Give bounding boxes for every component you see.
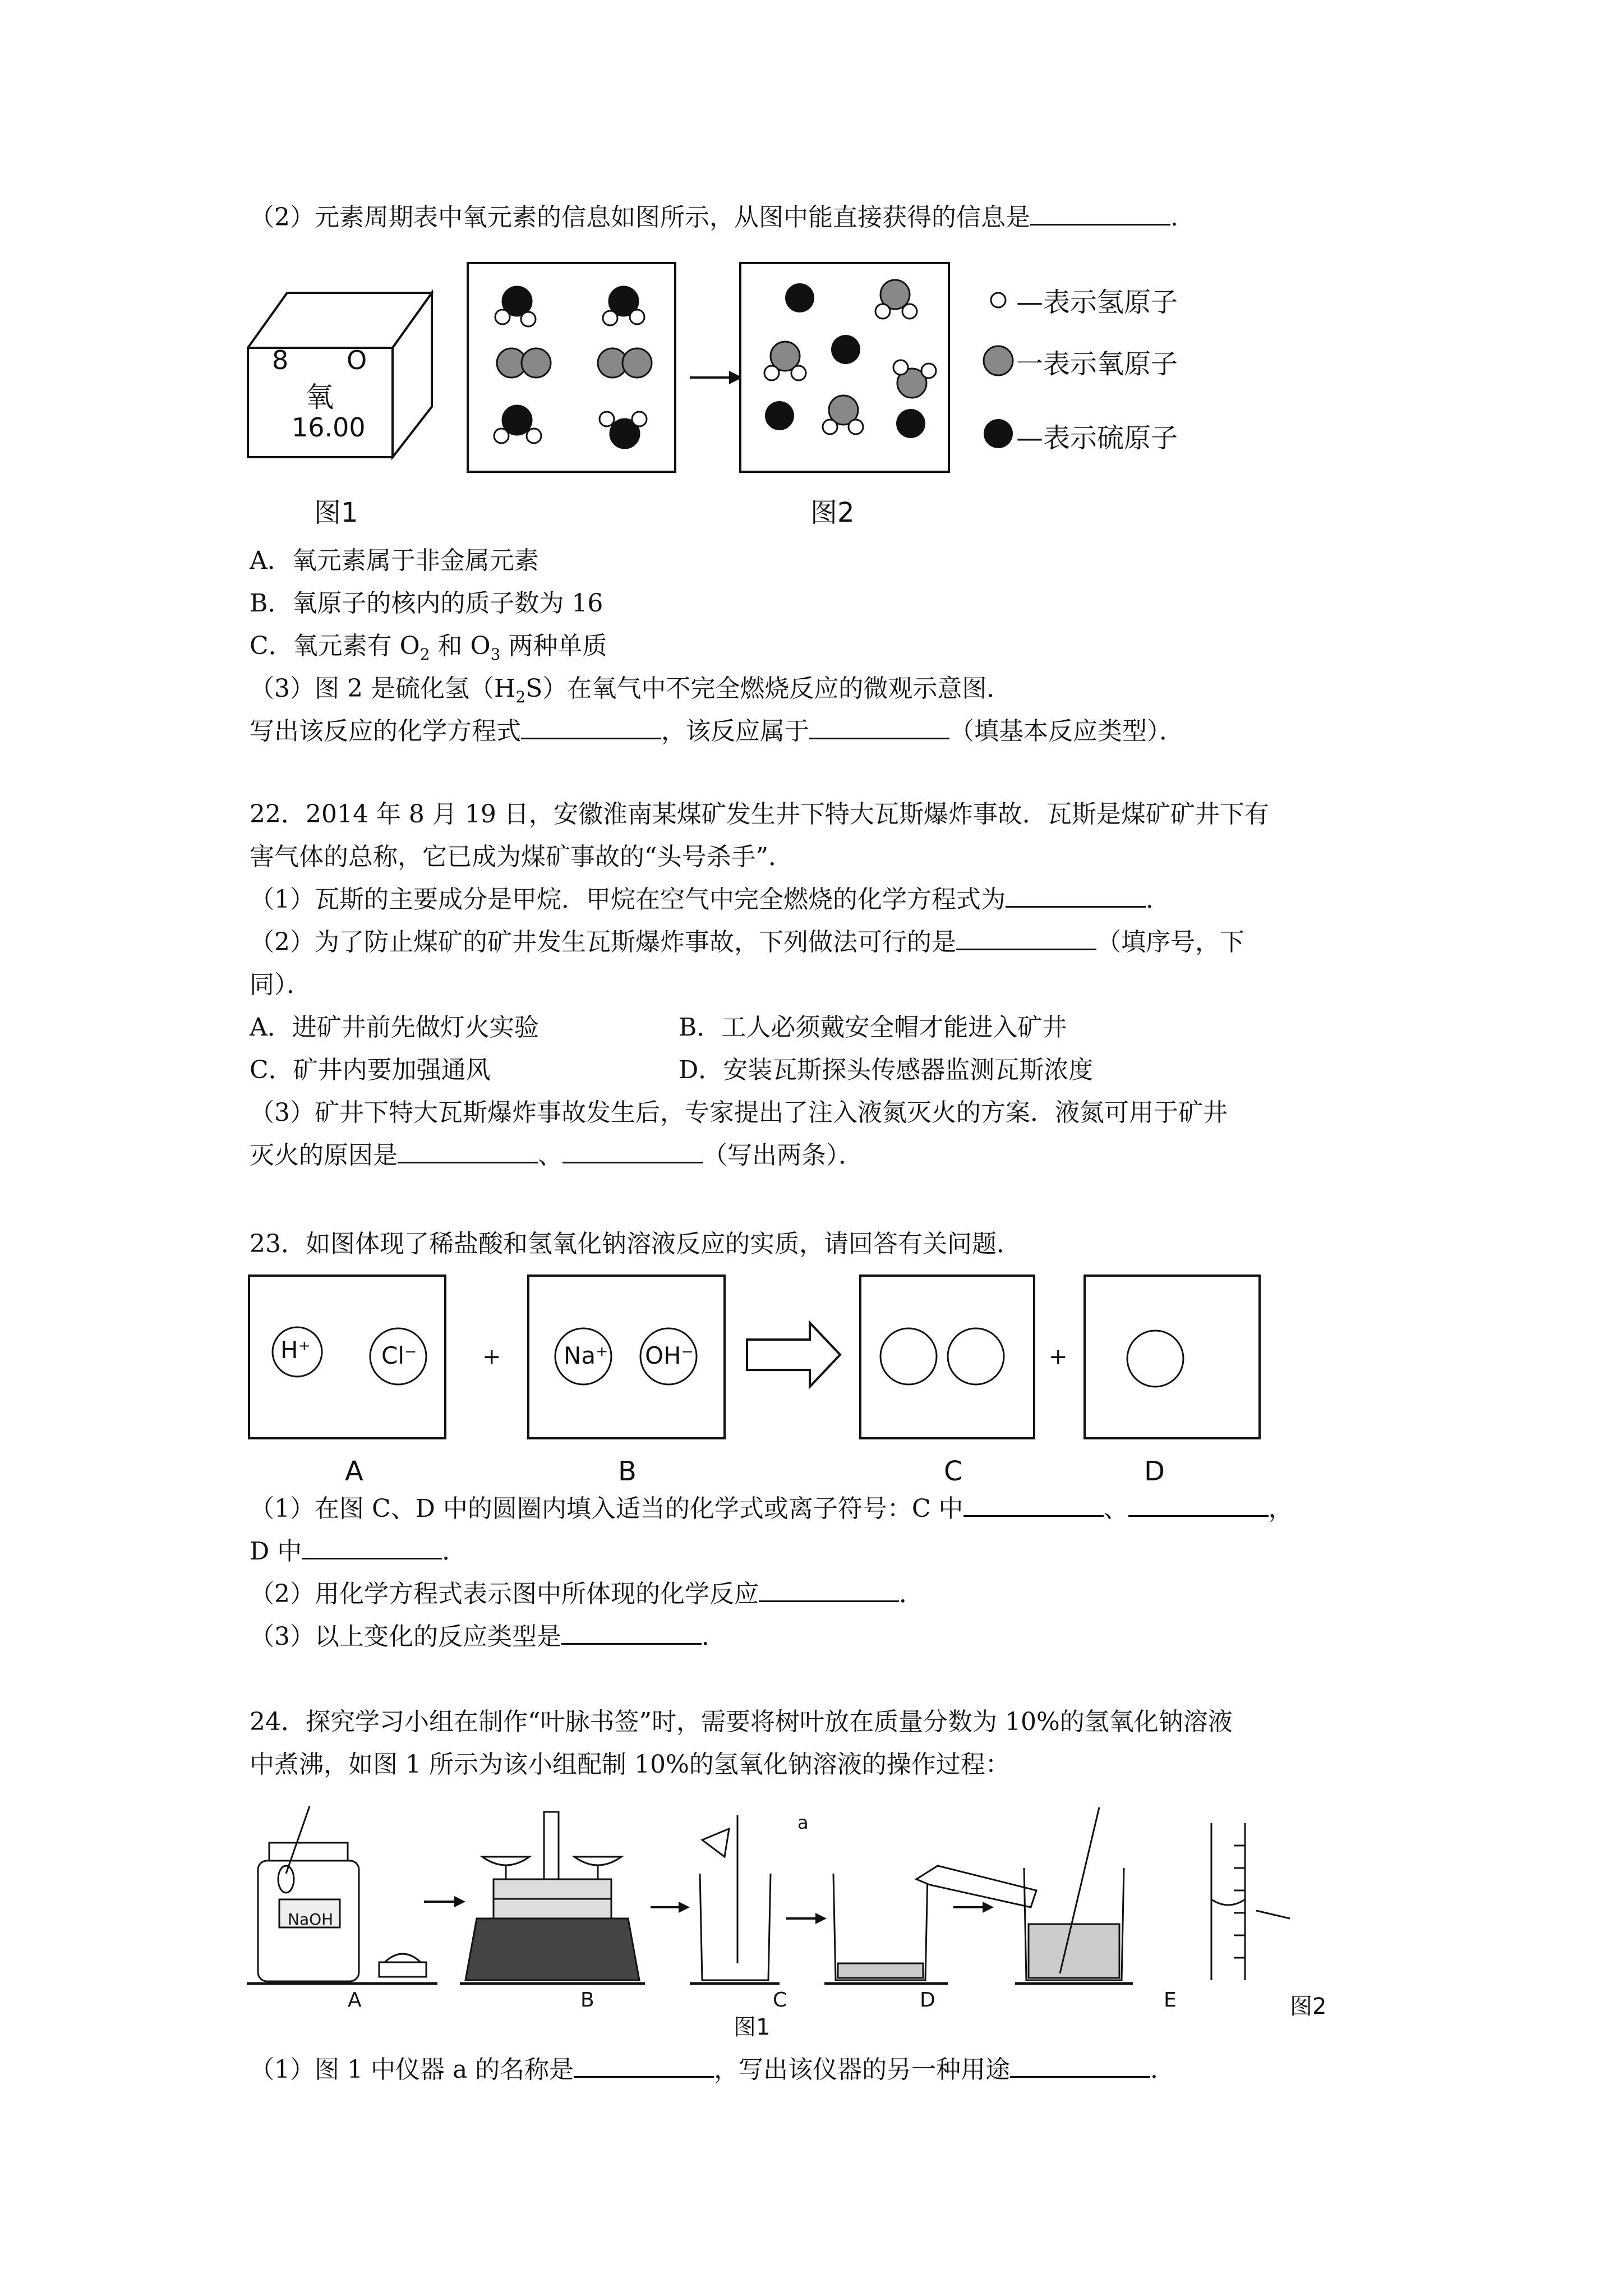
q21-fig2-label: 图2 xyxy=(810,497,855,528)
ion-na: Na⁺ xyxy=(564,1342,608,1369)
q22-part1: （1）瓦斯的主要成分是甲烷．甲烷在空气中完全燃烧的化学方程式为 ． xyxy=(250,883,1170,917)
q22-part3: （3）矿井下特大瓦斯爆炸事故发生后，专家提出了注入液氮灭火的方案．液氮可用于矿井 xyxy=(250,1098,1228,1127)
bottle-label: NaOH xyxy=(288,1910,334,1929)
q22-part2: （2）为了防止煤矿的矿井发生瓦斯爆炸事故，下列做法可行的是 （填序号，下 xyxy=(250,926,1244,959)
q24-part1: （1）图 1 中仪器 a 的名称是 ，写出该仪器的另一种用途 ． xyxy=(250,2053,1175,2087)
sulfur-atom xyxy=(896,409,925,438)
fig-label-d: D xyxy=(1144,1456,1165,1487)
sulfur-atom xyxy=(765,401,794,430)
q24-stem-line2: 中煮沸，如图 1 所示为该小组配制 10%的氢氧化钠溶液的操作过程： xyxy=(250,1750,1010,1779)
q23-c-blank2[interactable] xyxy=(1128,1493,1269,1517)
q23-stem: 23．如图体现了稀盐酸和氢氧化钠溶液反应的实质，请回答有关问题． xyxy=(250,1230,1021,1258)
q22-reason1-blank[interactable] xyxy=(398,1139,538,1163)
q24-fig2-label: 图2 xyxy=(1290,1994,1327,2019)
legend-oxygen: 一表示氧原子 xyxy=(1016,348,1178,380)
q22-option-d: D．安装瓦斯探头传感器监测瓦斯浓度 xyxy=(679,1056,1094,1084)
q22-choice-blank[interactable] xyxy=(956,926,1096,950)
legend-hydrogen-marker xyxy=(991,293,1006,307)
q24-name-blank[interactable] xyxy=(574,2054,714,2078)
element-atomic-number: 8 xyxy=(272,345,289,375)
q21-part2-line: （2）元素周期表中氧元素的信息如图所示，从图中能直接获得的信息是 . xyxy=(250,201,1178,234)
fig-label-c: C xyxy=(944,1456,963,1487)
q22-equation-blank[interactable] xyxy=(1006,884,1146,908)
legend-sulfur-marker xyxy=(984,419,1013,448)
q21-reaction-type-blank[interactable] xyxy=(809,715,949,739)
q22-option-a: A．进矿井前先做灯火实验 xyxy=(250,1013,539,1042)
legend-oxygen-marker xyxy=(984,346,1013,375)
q21-equation-blank[interactable] xyxy=(521,715,661,739)
step-label-c: C xyxy=(773,1989,787,2012)
q23-equation-blank[interactable] xyxy=(759,1578,899,1602)
sulfur-atom xyxy=(785,283,814,312)
block-arrow xyxy=(747,1323,840,1387)
sulfur-atom xyxy=(831,335,860,364)
q21-part3-line2: 写出该反应的化学方程式 ，该反应属于 （填基本反应类型）． xyxy=(250,715,1184,748)
beaker-d xyxy=(833,1866,1036,1980)
q24-use-blank[interactable] xyxy=(1010,2054,1150,2078)
reagent-bottle xyxy=(258,1806,426,1981)
q23-part1-line2: D 中 ． xyxy=(250,1535,467,1568)
q22-stem-line2: 害气体的总称，它已成为煤矿事故的“头号杀手”． xyxy=(250,843,793,871)
q23-part1: （1）在图 C、D 中的圆圈内填入适当的化学式或离子符号：C 中 、 ， xyxy=(250,1492,1293,1526)
q21-part2-text: （2）元素周期表中氧元素的信息如图所示，从图中能直接获得的信息是 xyxy=(250,203,1030,232)
q22-option-c: C．矿井内要加强通风 xyxy=(250,1056,491,1084)
q23-d-blank[interactable] xyxy=(302,1535,442,1559)
q22-part3-line2: 灭火的原因是 、 （写出两条）． xyxy=(250,1139,863,1172)
q24-stem-line1: 24．探究学习小组在制作“叶脉书签”时，需要将树叶放在质量分数为 10%的氢氧化钠溶液 xyxy=(250,1708,1233,1736)
element-mass: 16.00 xyxy=(292,412,366,443)
q22-stem-line1: 22．2014 年 8 月 19 日，安徽淮南某煤矿发生井下特大瓦斯爆炸事故．瓦斯是煤矿矿井下有 xyxy=(250,800,1269,829)
ion-oh: OH⁻ xyxy=(645,1342,694,1369)
plus-sign-2: + xyxy=(1049,1344,1068,1370)
element-name: 氧 xyxy=(306,381,334,413)
ion-cl: Cl⁻ xyxy=(381,1342,417,1369)
step-label-e: E xyxy=(1164,1989,1177,2012)
step-label-a: A xyxy=(348,1989,362,2012)
q21-part3-line1: （3）图 2 是硫化氢$(H_2S)$在氧气中不完全燃烧反应的微观示意图． xyxy=(250,674,1012,706)
q22-option-b: B．工人必须戴安全帽才能进入矿井 xyxy=(679,1013,1067,1042)
solution-prep-figure xyxy=(247,1795,1391,2019)
q21-option-b: B．氧原子的核内的质子数为 16 xyxy=(250,589,603,618)
q23-part3: （3）以上变化的反应类型是 ． xyxy=(250,1620,726,1654)
beaker-c xyxy=(700,1815,771,1980)
step-label-d: D xyxy=(920,1989,935,2012)
cylinder-reading xyxy=(1211,1823,1290,1980)
instrument-a-label: a xyxy=(797,1812,809,1833)
ion-h: H⁺ xyxy=(280,1336,311,1364)
legend-sulfur: —表示硫原子 xyxy=(1016,422,1178,454)
fig-label-b: B xyxy=(618,1456,637,1487)
q22-part2-line2: 同）． xyxy=(250,970,311,999)
legend-hydrogen: —表示氢原子 xyxy=(1016,287,1178,318)
step-label-b: B xyxy=(580,1989,594,2012)
q23-part2: （2）用化学方程式表示图中所体现的化学反应 ． xyxy=(250,1577,924,1611)
beaker-e xyxy=(1024,1807,1124,1980)
element-symbol: O xyxy=(347,345,367,375)
q23-c-blank1[interactable] xyxy=(963,1493,1104,1517)
q23-type-blank[interactable] xyxy=(561,1621,702,1645)
q22-reason2-blank[interactable] xyxy=(562,1139,703,1163)
q22-options-row1 xyxy=(250,1011,539,1045)
q24-fig1-label: 图1 xyxy=(734,2014,771,2040)
plus-sign-1: + xyxy=(482,1344,501,1370)
q21-option-a: A．氧元素属于非金属元素 xyxy=(250,546,539,575)
q21-option-c: C．氧元素有 $O_2$ 和 $O_3$ 两种单质 xyxy=(250,632,607,664)
balance xyxy=(465,1812,639,1980)
fig-label-a: A xyxy=(345,1456,363,1487)
q21-fig1-label: 图1 xyxy=(314,497,358,528)
q21-part2-blank[interactable] xyxy=(1030,201,1170,226)
